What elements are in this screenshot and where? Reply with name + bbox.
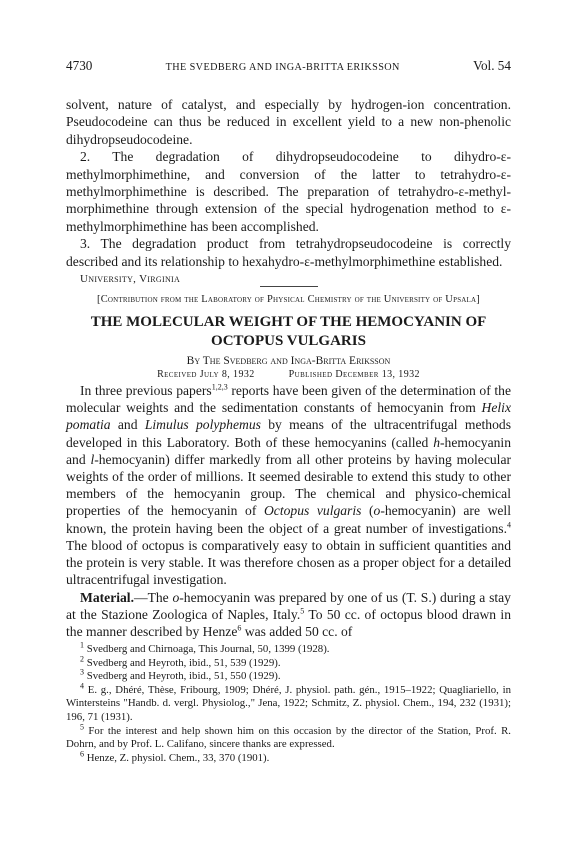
footnotes <box>66 640 511 765</box>
section-heading: Material. <box>80 589 134 605</box>
published-date: Published December 13, 1932 <box>288 369 420 381</box>
byline: By The Svedberg and Inga-Britta Eriksson <box>186 355 391 368</box>
footnote-ref: 1,2,3 <box>211 382 228 392</box>
prev-article-paragraph: 3. The degradation product from tetrahydropseudocodeine is correctly described and its relationship to hexahydro-ε-methylmorphimethine established. <box>66 236 511 269</box>
footnote-ref: 6 <box>237 623 242 633</box>
body-paragraph: Material.—The o-hemocyanin was prepared by one of us (T. S.) during a stay at the Stazione Zoologica of Naples, Italy.$^5$ To 50 cc. of octopus blood drawn in the manner described by Henze$^6$ was added 50 cc. of <box>66 589 512 639</box>
running-title: THE SVEDBERG AND INGA-BRITTA ERIKSSON <box>165 62 400 73</box>
section-divider <box>260 286 318 287</box>
received-date: Received July 8, 1932 <box>157 369 255 381</box>
footnote: $^6$ Henze, Z. physiol. Chem., 33, 370 (1901). <box>80 749 270 764</box>
footnote-ref: 5 <box>300 606 305 616</box>
footnote: $^1$ Svedberg and Chirnoaga, This Journal, 50, 1399 (1928). <box>80 640 330 656</box>
contribution-note: [Contribution from the Laboratory of Physical Chemistry of the University of Upsala] <box>97 294 480 306</box>
footnote: $^4$ E. g., Dhéré, Thèse, Fribourg, 1909; Dhéré, J. physiol. path. gén., 1915–1922; Quagliariello, in Wintersteins "Handb. d. vergl. Physiolog.," Jena, 1922; Schmitz, Z. physiol. Chem., 194, 232 (1931); 196, 71 (1931). <box>66 681 511 724</box>
footnote: $^2$ Svedberg and Heyroth, ibid., 51, 539 (1929). <box>80 654 281 669</box>
page-number: 4730 <box>66 58 93 73</box>
article-body <box>66 382 511 640</box>
prev-article-paragraph: 2. The degradation of dihydropseudocodeine to dihydro-ε-methylmorphimethine, and conversion of the latter to tetrahydro-ε-methylmorphimethine is described. The preparation of tetrahydro-ε-methyl-morphimethine through extension of the special hydrogenation method to ε-methylmorphimethine has been accomplished. <box>66 149 511 234</box>
article-title: THE MOLECULAR WEIGHT OF THE HEMOCYANIN OF OCTOPUS VULGARIS <box>90 314 487 349</box>
footnote: $^3$ Svedberg and Heyroth, ibid., 51, 550 (1929). <box>80 667 281 683</box>
body-paragraph: In three previous papers$^{1,2,3}$ reports have been given of the determination of the molecular weights and the sedimentation constants of hemocyanin from Helix pomatia and Limulus polyphemus by means of the ultracentrifugal methods developed in this Laboratory. Both of these hemocyanins (called h-hemocyanin and l-hemocyanin) differ markedly from all other proteins by having molecular weights of the order of millions. It seemed desirable to extend this study to other members of the hemocyanin group. The chemical and physico-chemical properties of the hemocyanin of Octopus vulgaris (o-hemocyanin) are well known, the protein having been the object of a great number of investigations.$^4$ The blood of octopus is comparatively easy to obtain in sufficient quantities and the protein is very stable. It was therefore chosen as a proper object for a detailed ultracentrifugal investigation. <box>66 382 512 588</box>
footnote-ref: 4 <box>507 520 511 530</box>
footnote: $^5$ For the interest and help shown him on this occasion by the director of the Station, Prof. R. Dohrn, and by Prof. L. Califano, sincere thanks are expressed. <box>66 722 511 751</box>
dates <box>66 369 511 380</box>
prev-article-paragraph: solvent, nature of catalyst, and especially by hydrogen-ion concentration. Pseudocodeine can thus be reduced in excellent yield to a new non-phenolic dihydropseudocodeine. <box>66 97 511 147</box>
affiliation: University, Virginia <box>80 273 181 286</box>
running-head <box>66 58 511 74</box>
volume-number: Vol. 54 <box>473 58 511 73</box>
